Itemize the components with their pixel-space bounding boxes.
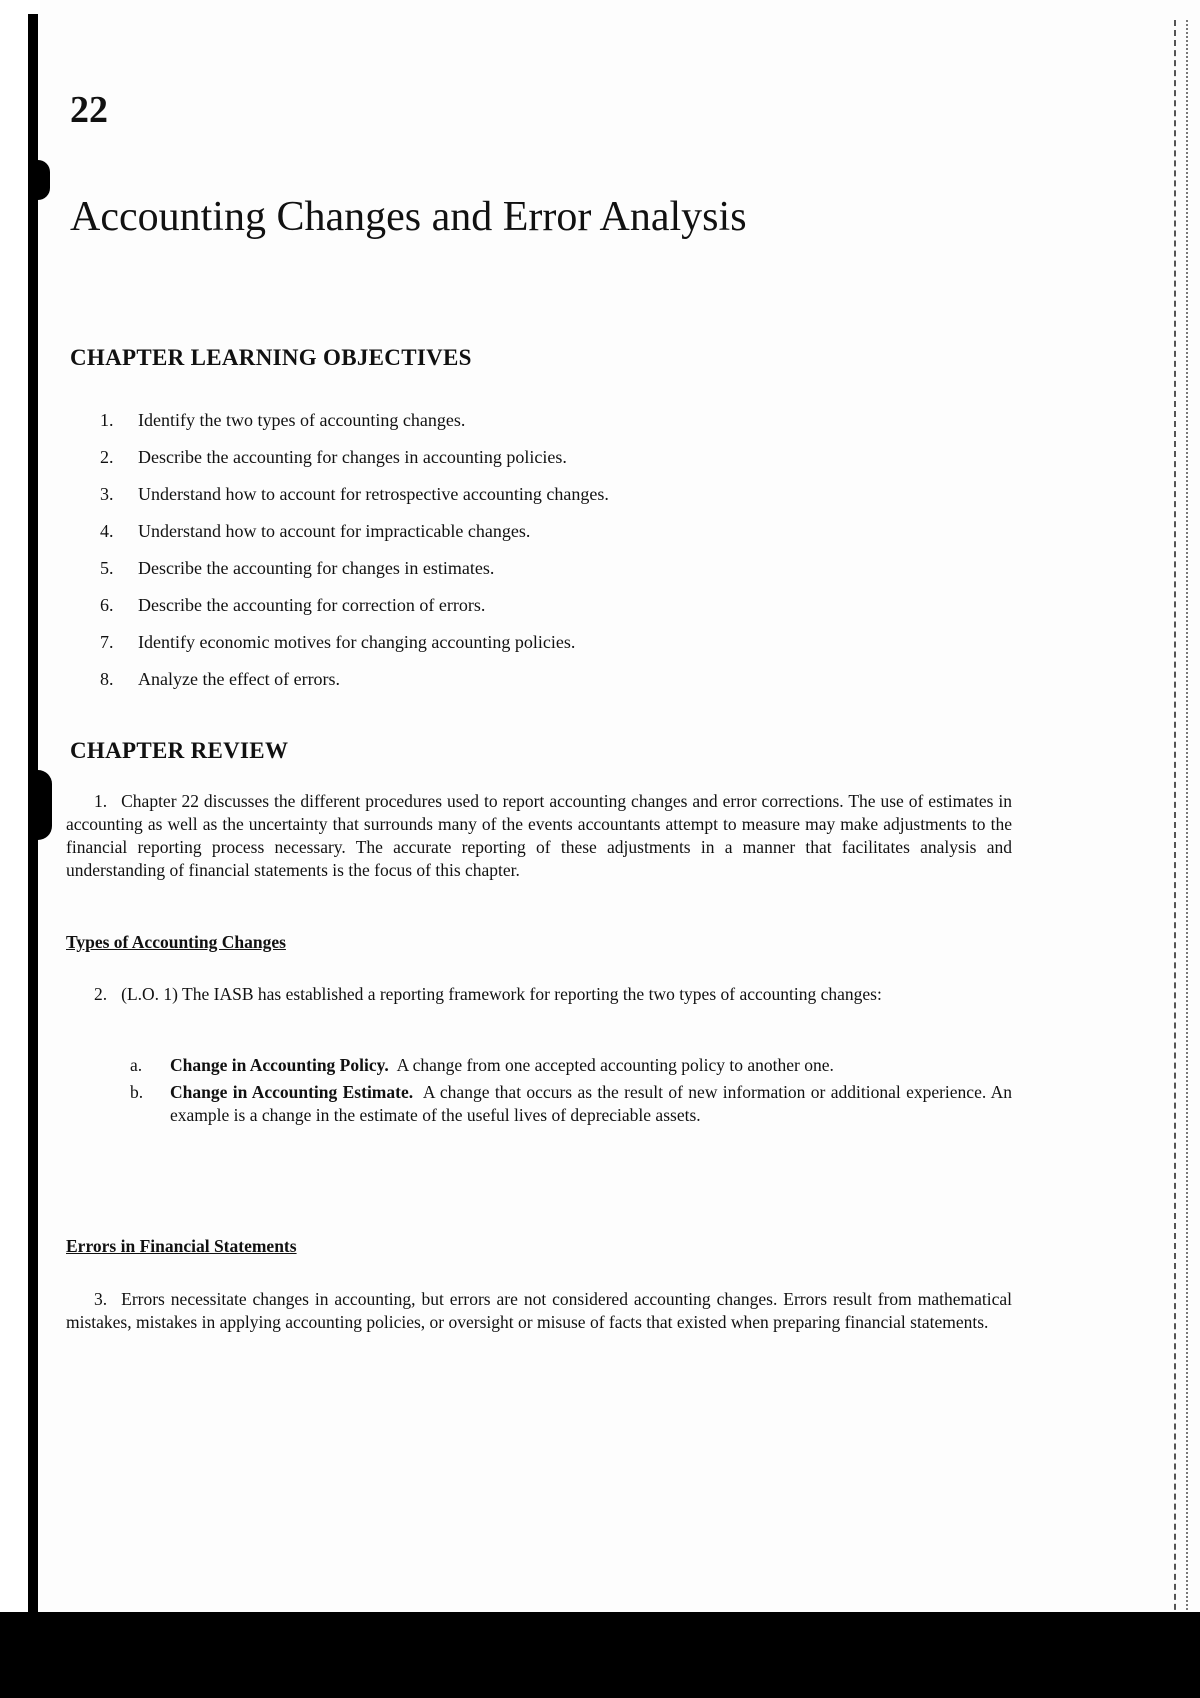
scan-right-edge: [1186, 20, 1192, 1650]
objective-item: [100, 550, 1000, 587]
objective-number: 6.: [100, 595, 114, 615]
paragraph-text: Errors necessitate changes in accounting, but errors are not considered accounting changes. Errors result from mathematical mistakes, mistakes in applying accounting policies, or oversight or misuse of facts that existed when preparing financial statements.: [66, 1289, 1012, 1332]
objective-number: 2.: [100, 447, 114, 467]
change-type-item: [130, 1081, 1012, 1127]
objective-text: Describe the accounting for correction of errors.: [138, 595, 486, 615]
objective-item: [100, 661, 1000, 698]
review-paragraph-1: [66, 790, 1012, 882]
objective-item: [100, 402, 1000, 439]
objectives-list: [100, 402, 1000, 698]
objective-item: [100, 587, 1000, 624]
review-paragraph-2: [66, 983, 1012, 1006]
objective-text: Analyze the effect of errors.: [138, 669, 341, 689]
item-letter: b.: [130, 1082, 144, 1102]
objectives-heading: CHAPTER LEARNING OBJECTIVES: [70, 345, 472, 370]
paragraph-text: Chapter 22 discusses the different procedures used to report accounting changes and error corrections. The use of estimates in accounting as well as the uncertainty that surrounds many of the events accountants attempt to measure may make adjustments to the financial reporting process necessary. The accurate reporting of these adjustments in a manner that facilitates analysis and understanding of financial statements is the focus of this chapter.: [66, 791, 1012, 880]
objective-number: 3.: [100, 484, 114, 504]
scan-right-edge: [1174, 20, 1182, 1650]
objective-item: [100, 513, 1000, 550]
objective-item: [100, 476, 1000, 513]
review-paragraph-3: [66, 1288, 1012, 1334]
paragraph-text: (L.O. 1) The IASB has established a reporting framework for reporting the two types of accounting changes:: [121, 984, 882, 1004]
objective-number: 7.: [100, 632, 114, 652]
objective-number: 8.: [100, 669, 114, 689]
item-text: A change from one accepted accounting policy to another one.: [396, 1055, 834, 1075]
objective-item: [100, 439, 1000, 476]
objective-item: [100, 624, 1000, 661]
chapter-title: Accounting Changes and Error Analysis: [70, 194, 747, 240]
scan-punch-mark: [36, 770, 52, 840]
scan-bottom-shadow: [0, 1612, 1200, 1698]
item-term: Change in Accounting Policy.: [170, 1055, 389, 1075]
chapter-number: 22: [70, 89, 108, 131]
item-letter: a.: [130, 1055, 143, 1075]
paragraph-number: 1.: [94, 791, 108, 811]
item-term: Change in Accounting Estimate.: [170, 1082, 414, 1102]
item-text: A change that occurs as the result of new information or additional experience. An example is a change in the estimate of the useful lives of depreciable assets.: [170, 1082, 1012, 1125]
objective-text: Describe the accounting for changes in estimates.: [138, 558, 495, 578]
objective-text: Identify economic motives for changing accounting policies.: [138, 632, 576, 652]
paragraph-number: 3.: [94, 1289, 108, 1309]
scan-punch-mark: [36, 160, 50, 200]
objective-text: Describe the accounting for changes in accounting policies.: [138, 447, 567, 467]
objective-number: 1.: [100, 410, 114, 430]
objective-text: Understand how to account for retrospective accounting changes.: [138, 484, 609, 504]
change-types-list: [130, 1054, 1012, 1131]
types-of-changes-heading: Types of Accounting Changes: [66, 932, 286, 952]
objective-number: 4.: [100, 521, 114, 541]
objective-number: 5.: [100, 558, 114, 578]
objective-text: Identify the two types of accounting changes.: [138, 410, 466, 430]
review-heading: CHAPTER REVIEW: [70, 738, 289, 763]
objective-text: Understand how to account for impracticable changes.: [138, 521, 531, 541]
errors-heading: Errors in Financial Statements: [66, 1236, 297, 1256]
paragraph-number: 2.: [94, 984, 108, 1004]
change-type-item: [130, 1054, 1012, 1077]
